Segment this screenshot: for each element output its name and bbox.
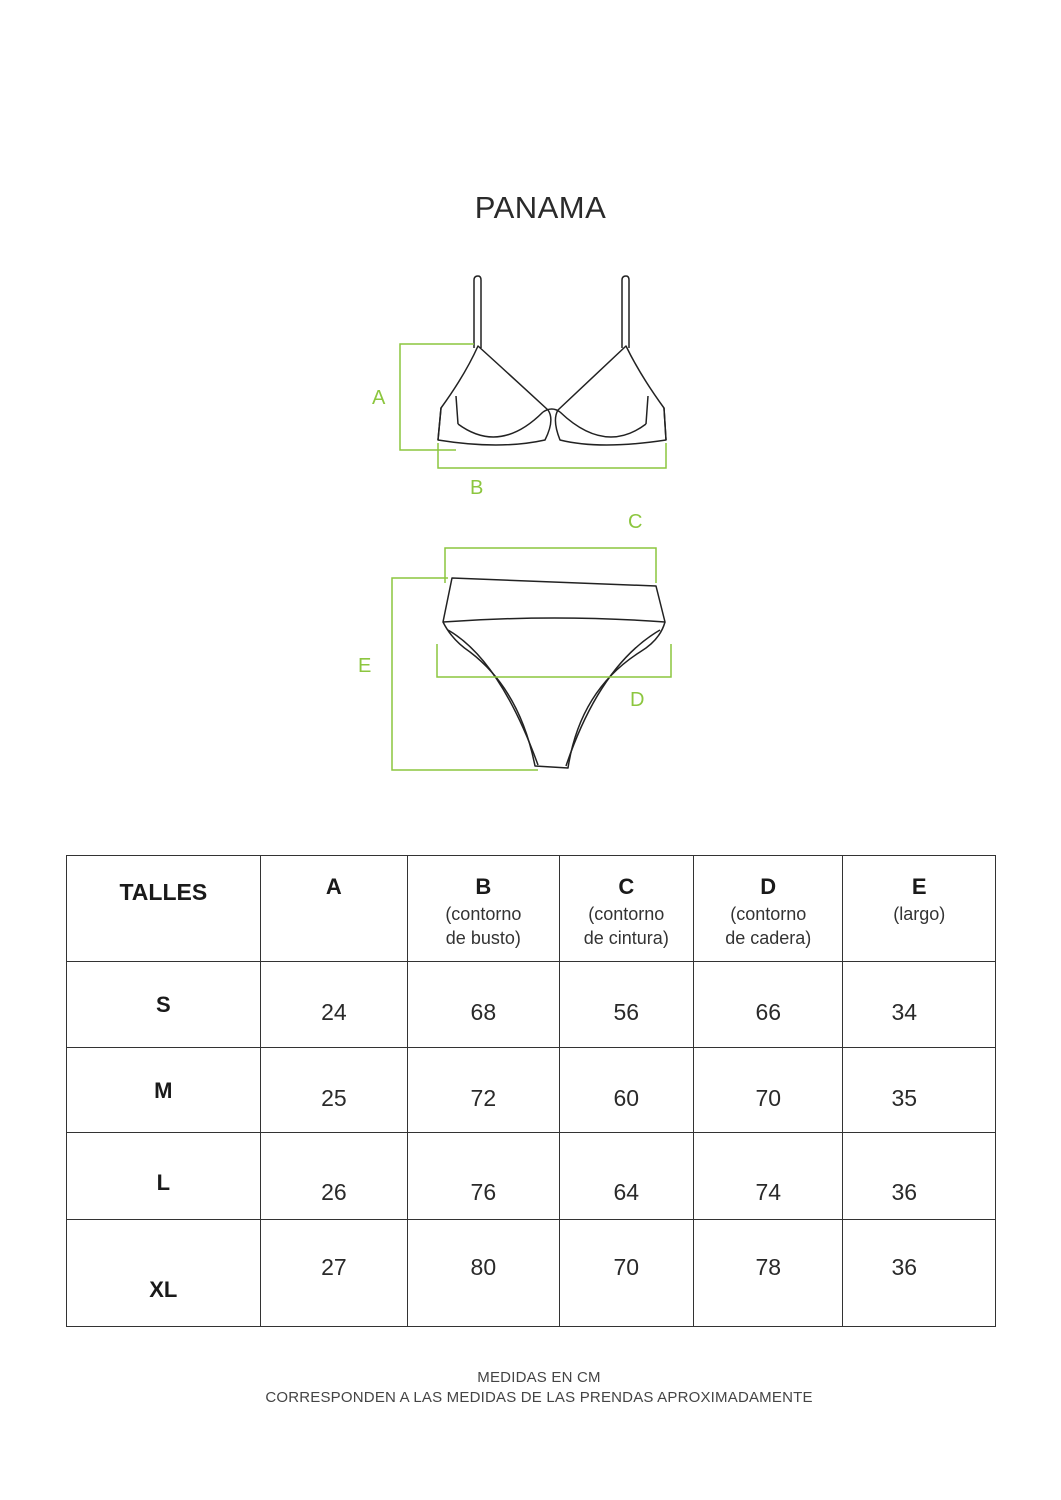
value-cell <box>260 962 407 1048</box>
table-row <box>67 1133 996 1220</box>
table-row <box>67 1220 996 1327</box>
size-cell <box>67 1133 261 1220</box>
value-a: 25 <box>321 1085 347 1111</box>
value-e: 36 <box>891 1179 918 1205</box>
size-cell <box>67 1048 261 1133</box>
label-d: D <box>630 689 645 711</box>
header-a-letter: A <box>325 874 342 899</box>
header-b-sub1: (contorno <box>445 904 522 924</box>
header-talles <box>67 856 261 962</box>
value-cell <box>559 1133 693 1220</box>
value-cell <box>408 1048 559 1133</box>
label-b: B <box>470 477 484 499</box>
label-a: A <box>372 387 386 409</box>
value-cell <box>559 962 693 1048</box>
footer-line-1: MEDIDAS EN CM <box>477 1369 601 1386</box>
left-cup <box>438 346 551 445</box>
waistband <box>443 578 665 622</box>
value-b: 80 <box>470 1254 497 1280</box>
value-cell <box>408 1220 559 1327</box>
value-d: 74 <box>755 1179 782 1205</box>
guide-e <box>392 578 538 770</box>
label-e: E <box>358 655 372 677</box>
value-c: 56 <box>613 999 640 1025</box>
footer-line-2: CORRESPONDEN A LAS MEDIDAS DE LAS PRENDAS APROXIMADAMENTE <box>265 1389 813 1406</box>
value-cell <box>559 1220 693 1327</box>
value-c: 70 <box>613 1254 640 1280</box>
header-c-letter: C <box>618 874 635 899</box>
value-cell <box>843 962 996 1048</box>
page-title: PANAMA <box>474 190 607 225</box>
header-e <box>843 856 996 962</box>
size-label: S <box>155 992 171 1017</box>
bikini-bottom-drawing <box>443 578 665 768</box>
value-cell <box>694 962 843 1048</box>
value-c: 64 <box>613 1179 640 1205</box>
value-cell <box>694 1220 843 1327</box>
value-cell <box>694 1048 843 1133</box>
table-row <box>67 1048 996 1133</box>
size-label: XL <box>149 1277 178 1302</box>
header-d-letter: D <box>760 874 777 899</box>
value-cell <box>843 1133 996 1220</box>
guide-b <box>438 443 666 468</box>
right-underwire <box>560 412 646 437</box>
header-e-letter: E <box>911 874 927 899</box>
value-cell <box>843 1220 996 1327</box>
size-chart-table <box>66 855 996 1327</box>
header-d-sub2: de cadera) <box>725 928 812 948</box>
header-d <box>694 856 843 962</box>
label-c: C <box>628 511 643 533</box>
size-cell <box>67 1220 261 1327</box>
value-cell <box>408 962 559 1048</box>
header-a <box>260 856 407 962</box>
value-c: 60 <box>613 1085 640 1111</box>
value-cell <box>260 1220 407 1327</box>
value-e: 34 <box>891 999 918 1025</box>
value-d: 78 <box>755 1254 782 1280</box>
value-a: 27 <box>321 1254 347 1280</box>
size-label: M <box>154 1078 173 1103</box>
right-cup <box>555 346 666 445</box>
header-b-letter: B <box>475 874 492 899</box>
bikini-top-drawing <box>438 276 666 445</box>
leg-line-right <box>566 630 660 766</box>
value-cell <box>559 1048 693 1133</box>
value-cell <box>843 1048 996 1133</box>
value-a: 26 <box>321 1179 347 1205</box>
header-b <box>408 856 559 962</box>
value-cell <box>260 1133 407 1220</box>
header-c <box>559 856 693 962</box>
guide-a <box>400 344 474 450</box>
value-d: 70 <box>755 1085 782 1111</box>
value-d: 66 <box>755 999 782 1025</box>
size-label: L <box>156 1170 171 1195</box>
size-cell <box>67 962 261 1048</box>
left-strap <box>474 276 481 348</box>
header-d-sub1: (contorno <box>730 904 807 924</box>
header-talles-label: TALLES <box>119 879 208 905</box>
value-b: 68 <box>470 999 497 1025</box>
header-b-sub2: de busto) <box>445 928 521 948</box>
value-a: 24 <box>321 999 347 1025</box>
header-e-sub1: (largo) <box>893 904 946 924</box>
header-c-sub1: (contorno <box>588 904 665 924</box>
value-b: 72 <box>470 1085 497 1111</box>
guide-c <box>445 548 656 583</box>
table-row <box>67 962 996 1048</box>
left-underwire <box>458 412 543 437</box>
value-e: 36 <box>891 1254 918 1280</box>
footer-note <box>0 1368 1061 1408</box>
table-header-row <box>67 856 996 962</box>
value-cell <box>694 1133 843 1220</box>
value-cell <box>408 1133 559 1220</box>
right-strap <box>622 276 629 348</box>
value-b: 76 <box>470 1179 497 1205</box>
header-c-sub2: de cintura) <box>583 928 669 948</box>
value-cell <box>260 1048 407 1133</box>
value-e: 35 <box>891 1085 918 1111</box>
leg-line-left <box>448 630 538 765</box>
top-band <box>438 396 666 440</box>
